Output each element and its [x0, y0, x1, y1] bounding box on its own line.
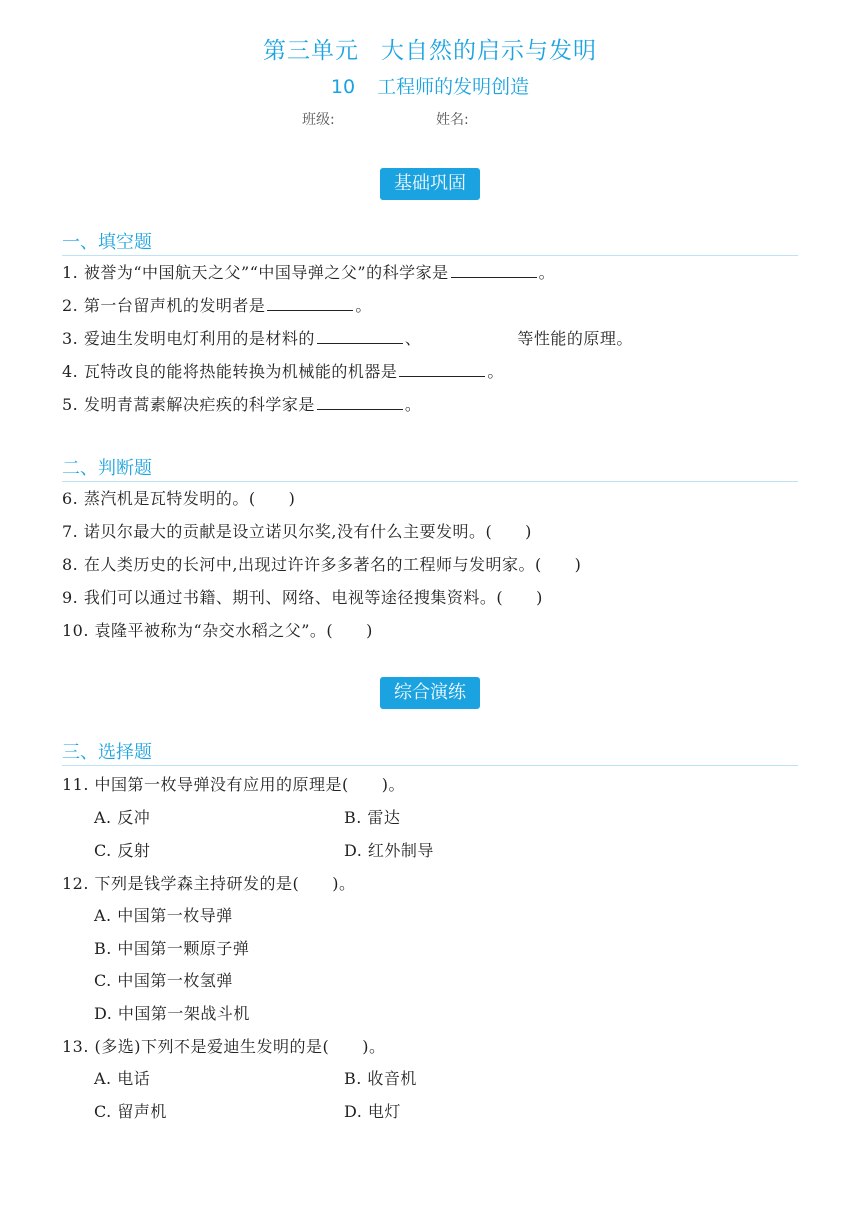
section-title-judge: 二、判断题 [62, 458, 152, 479]
option-13-a[interactable]: A. 电话 [94, 1069, 151, 1088]
judge-question-6[interactable]: 6. 蒸汽机是瓦特发明的。( ) [62, 489, 296, 508]
section-divider [62, 481, 798, 482]
fill-question-1: 1. 被誉为“中国航天之父”“中国导弹之父”的科学家是 。 [62, 263, 556, 282]
option-13-c[interactable]: C. 留声机 [94, 1102, 167, 1121]
choice-question-11: 11. 中国第一枚导弹没有应用的原理是( )。 [62, 775, 406, 794]
section-divider [62, 765, 798, 766]
fill-question-3: 3. 爱迪生发明电灯利用的是材料的 、 等性能的原理。 [62, 329, 633, 348]
section-title-fill: 一、填空题 [62, 232, 152, 253]
choice-question-12: 12. 下列是钱学森主持研发的是( )。 [62, 874, 356, 893]
section-divider [62, 255, 798, 256]
unit-title [0, 32, 860, 65]
fill-question-5: 5. 发明青蒿素解决疟疾的科学家是 。 [62, 395, 422, 414]
unit-label: 第三单元 [263, 38, 359, 64]
unit-name: 大自然的启示与发明 [381, 38, 597, 64]
option-12-c[interactable]: C. 中国第一枚氢弹 [94, 971, 233, 990]
judge-question-9[interactable]: 9. 我们可以通过书籍、期刊、网络、电视等途径搜集资料。( ) [62, 588, 543, 607]
judge-question-7[interactable]: 7. 诺贝尔最大的贡献是设立诺贝尔奖,没有什么主要发明。( ) [62, 522, 532, 541]
name-label: 姓名: [436, 112, 469, 128]
option-12-d[interactable]: D. 中国第一架战斗机 [94, 1004, 250, 1023]
lesson-name: 工程师的发明创造 [377, 76, 530, 98]
lesson-title [0, 72, 860, 99]
option-11-a[interactable]: A. 反冲 [94, 808, 151, 827]
lesson-number: 10 [330, 76, 356, 98]
section-title-choice: 三、选择题 [62, 742, 152, 763]
option-11-b[interactable]: B. 雷达 [344, 808, 401, 827]
option-12-a[interactable]: A. 中国第一枚导弹 [94, 906, 233, 925]
section-badge-practice: 综合演练 [380, 677, 480, 709]
option-12-b[interactable]: B. 中国第一颗原子弹 [94, 939, 250, 958]
answer-blank[interactable] [317, 329, 403, 344]
option-11-c[interactable]: C. 反射 [94, 841, 151, 860]
fill-question-2: 2. 第一台留声机的发明者是 。 [62, 296, 372, 315]
answer-blank[interactable] [317, 395, 403, 410]
judge-question-8[interactable]: 8. 在人类历史的长河中,出现过许许多多著名的工程师与发明家。( ) [62, 555, 582, 574]
judge-question-10[interactable]: 10. 袁隆平被称为“杂交水稻之父”。( ) [62, 621, 373, 640]
option-13-d[interactable]: D. 电灯 [344, 1102, 401, 1121]
answer-blank[interactable] [267, 296, 353, 311]
answer-blank[interactable] [451, 263, 537, 278]
section-badge-basic: 基础巩固 [380, 168, 480, 200]
option-13-b[interactable]: B. 收音机 [344, 1069, 417, 1088]
answer-blank[interactable] [399, 362, 485, 377]
fill-question-4: 4. 瓦特改良的能将热能转换为机械能的机器是 。 [62, 362, 504, 381]
class-label: 班级: [302, 112, 335, 128]
option-11-d[interactable]: D. 红外制导 [344, 841, 434, 860]
choice-question-13: 13. (多选)下列不是爱迪生发明的是( )。 [62, 1037, 386, 1056]
